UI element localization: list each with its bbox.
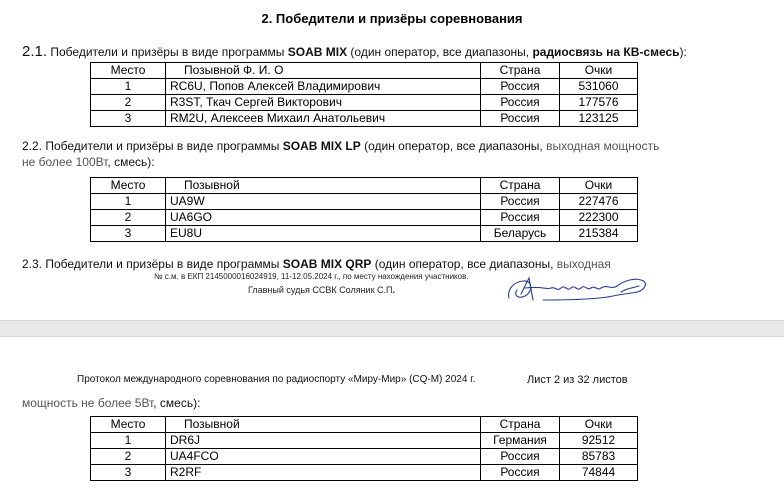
callsign-cell: RC6U, Попов Алексей Владимирович [166,79,481,95]
intro-text: (один оператор, все диапазоны, [371,257,557,271]
power-limit-text: выходная [556,257,611,271]
place-cell: 2 [91,449,166,465]
callsign-cell: R2RF [166,465,481,481]
intro-text: Победители и призёры в виде программы [47,45,288,59]
column-header: Очки [560,417,638,433]
column-header: Страна [481,178,560,194]
chief-judge-name: Главный судья ССВК Соляник С.П [248,285,393,295]
results-table-2-3 [90,416,638,481]
page-title: 2. Победители и призёры соревнования [261,11,523,26]
points-cell: 227476 [560,194,638,210]
place-cell: 3 [91,226,166,242]
place-cell: 1 [91,79,166,95]
sheet-number: Лист 2 из 32 листов [527,374,628,386]
points-cell: 123125 [560,111,638,127]
table-header-row [91,63,638,79]
column-header: Очки [560,63,638,79]
country-cell: Германия [481,433,560,449]
power-limit-text: мощность не более 5Вт [22,396,154,410]
section-number: 2.1. [22,43,48,60]
country-cell: Россия [481,79,560,95]
table-row [91,226,638,242]
table-row [91,111,638,127]
callsign-cell: UA9W [166,194,481,210]
country-cell: Россия [481,465,560,481]
points-cell: 222300 [560,210,638,226]
callsign-cell: DR6J [166,433,481,449]
column-header: Место [91,178,166,194]
place-cell: 2 [91,95,166,111]
callsign-cell: UA6GO [166,210,481,226]
table-header-row [91,417,638,433]
column-header: Страна [481,417,560,433]
column-header: Место [91,417,166,433]
table-row [91,210,638,226]
table-header-row [91,178,638,194]
country-cell: Россия [481,210,560,226]
power-limit-text: выходная мощность [546,139,660,153]
country-cell: Россия [481,194,560,210]
intro-text: (один оператор, все диапазоны, [360,139,547,153]
place-cell: 3 [91,111,166,127]
intro-text: ): [679,45,687,59]
table-row [91,465,638,481]
program-name: SOAB MIX LP [282,139,361,153]
column-header: Место [91,63,166,79]
power-limit-text: не более 100Вт [22,155,108,169]
intro-text: 2.3. Победители и призёры в виде программы [22,257,283,271]
table-row [91,95,638,111]
callsign-cell: RM2U, Алексеев Михаил Анатольевич [166,111,481,127]
points-cell: 215384 [560,226,638,242]
section-2-3-intro-cont [22,395,200,411]
results-table-2-2 [90,177,638,242]
callsign-cell: EU8U [166,226,481,242]
page-break [0,320,784,337]
column-header: Позывной Ф. И. О [166,63,481,79]
program-name: SOAB MIX QRP [282,257,372,271]
stamp-line-1: № с.м. в ЕКП 2145000016024919, 11-12.05.2024 г., по месту нахождения участников. [154,272,469,281]
place-cell: 3 [91,465,166,481]
column-header: Страна [481,63,560,79]
intro-text: , смесь): [153,396,201,410]
callsign-cell: UA4FCO [166,449,481,465]
chief-judge-line [248,285,395,295]
country-cell: Россия [481,111,560,127]
category-name: радиосвязь на КВ-смесь [532,45,680,59]
points-cell: 177576 [560,95,638,111]
results-table-2-1 [90,62,638,127]
points-cell: 92512 [560,433,638,449]
country-cell: Беларусь [481,226,560,242]
chief-judge-dot: . [392,285,395,295]
table-row [91,449,638,465]
callsign-cell: R3ST, Ткач Сергей Викторович [166,95,481,111]
section-2-2-intro-cont [22,154,155,170]
protocol-title: Протокол международного соревнования по радиоспорту «Миру-Мир» (CQ-M) 2024 г. [77,374,476,385]
country-cell: Россия [481,449,560,465]
section-2-3-intro [22,256,611,272]
points-cell: 74844 [560,465,638,481]
program-name: SOAB MIX [287,45,348,59]
intro-text: 2.2. Победители и призёры в виде программы [22,139,283,153]
points-cell: 85783 [560,449,638,465]
table-row [91,433,638,449]
place-cell: 1 [91,433,166,449]
judge-signature [503,272,663,308]
intro-text: , смесь): [107,155,155,169]
section-2-2-intro [22,138,659,154]
table-row [91,79,638,95]
table-row [91,194,638,210]
column-header: Позывной [166,178,481,194]
points-cell: 531060 [560,79,638,95]
column-header: Очки [560,178,638,194]
section-2-1-intro [22,44,687,60]
column-header: Позывной [166,417,481,433]
place-cell: 2 [91,210,166,226]
country-cell: Россия [481,95,560,111]
place-cell: 1 [91,194,166,210]
intro-text: (один оператор, все диапазоны, [347,45,533,59]
